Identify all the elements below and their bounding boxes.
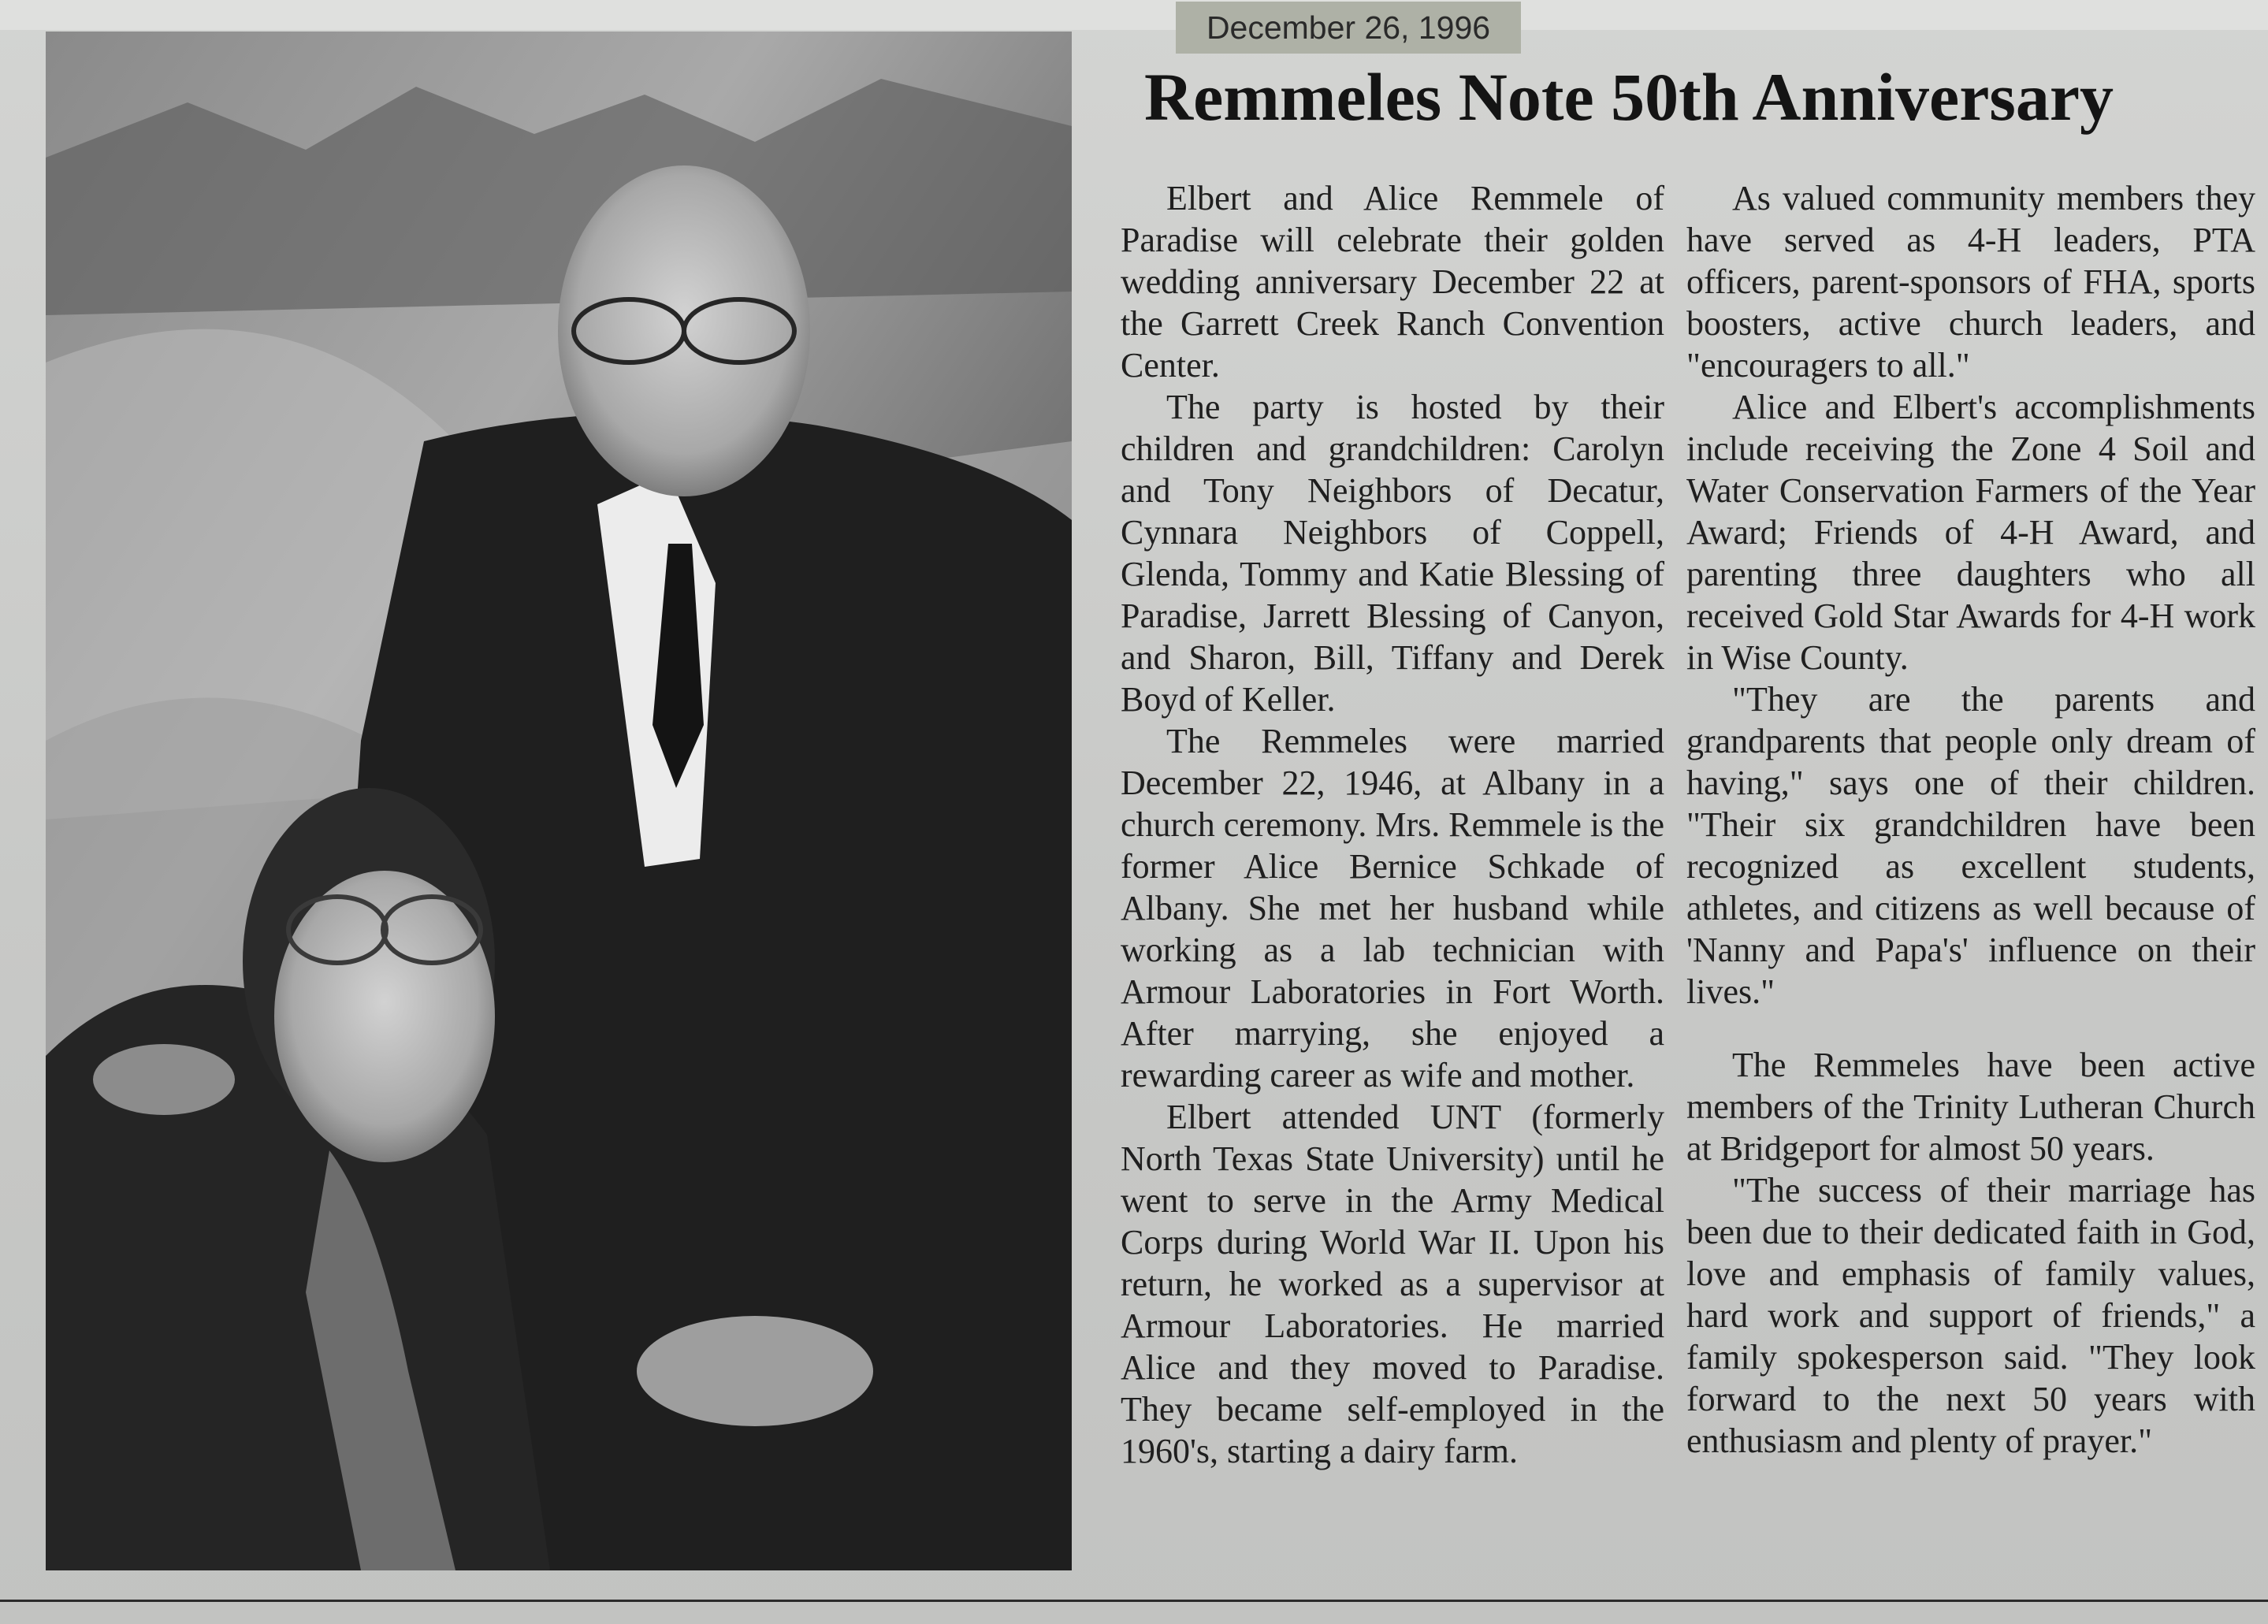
article-headline: Remmeles Note 50th Anniversary [1144, 59, 2114, 135]
paragraph: As valued community members they have served as 4-H leaders, PTA officers, parent-sponsors of FHA, sports boosters, active church leaders, and "encouragers to all." [1686, 179, 2255, 385]
clipping-bottom-rule [0, 1600, 2268, 1602]
paragraph: The Remmeles were married December 22, 1946, at Albany in a church ceremony. Mrs. Remmele is the former Alice Bernice Schkade of Albany. She met her husband while working as a lab technician with Armour Laboratories in Fort Worth. After marrying, she enjoyed a rewarding career as wife and mother. [1121, 722, 1664, 1094]
paragraph: Elbert and Alice Remmele of Paradise will celebrate their golden wedding anniversary December 22 at the Garrett Creek Ranch Convention Center. [1121, 179, 1664, 385]
paper-top-edge [0, 0, 2268, 30]
paragraph: "The success of their marriage has been due to their dedicated faith in God, love and emphasis of family values, hard work and support of friends," a family spokesperson said. "They look forward to the next 50 years with enthusiasm and plenty of prayer." [1686, 1171, 2255, 1460]
clipping-date-tag: December 26, 1996 [1176, 2, 1521, 54]
paragraph: Elbert attended UNT (formerly North Texas State University) until he went to serve in the Army Medical Corps during World War II. Upon his return, he worked as a supervisor at Armour Laboratories. He married Alice and they moved to Paradise. They became self-employed in the 1960's, starting a dairy farm. [1121, 1098, 1664, 1470]
article-column-2 [1686, 177, 2255, 1596]
article-column-1 [1121, 177, 1664, 1596]
photo-illustration [46, 32, 1072, 1570]
paragraph: Alice and Elbert's accomplishments include receiving the Zone 4 Soil and Water Conservation Farmers of the Year Award; Friends of 4-H Award, and parenting three daughters who all received Gold Star Awards for 4-H work in Wise County. [1686, 388, 2255, 677]
paragraph: "They are the parents and grandparents that people only dream of having," says one of their children. "Their six grandchildren have been recognized as excellent students, athletes, and citizens as well because of 'Nanny and Papa's' influence on their lives." [1686, 680, 2255, 1011]
paragraph: The party is hosted by their children and grandchildren: Carolyn and Tony Neighbors of Decatur, Cynnara Neighbors of Coppell, Glenda, Tommy and Katie Blessing of Paradise, Jarrett Blessing of Canyon, and Sharon, Bill, Tiffany and Derek Boyd of Keller. [1121, 388, 1664, 719]
paragraph: The Remmeles have been active members of the Trinity Lutheran Church at Bridgeport for almost 50 years. [1686, 1046, 2255, 1168]
anniversary-couple-photo [46, 32, 1072, 1570]
